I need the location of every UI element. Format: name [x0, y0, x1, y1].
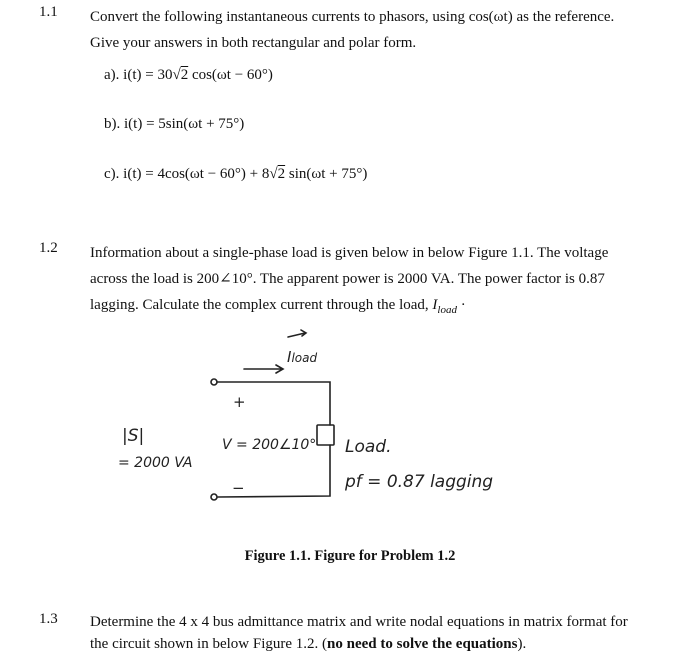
part-c-part1: i(t) = 4cos(ωt − 60°) + 8 [123, 166, 270, 182]
fig-pf-label: pf = 0.87 lagging [345, 472, 494, 492]
problem-1-1-line1: Convert the following instantaneous currents to phasors, using cos(ωt) as the reference. [90, 9, 615, 25]
fig-load-label: Load. [345, 437, 392, 457]
fig-v-label: V = 200∠10° [222, 437, 317, 453]
load-box [317, 425, 334, 445]
part-c-sqrt: 2 [277, 166, 286, 182]
part-a-lhs: i(t) = 30 [123, 67, 173, 83]
line2-post: ). [517, 636, 527, 652]
bottom-terminal [211, 494, 217, 500]
problem-number-1-1: 1.1 [39, 4, 58, 20]
problem-1-3-text [90, 611, 680, 655]
fig-minus: − [232, 479, 245, 497]
line3-end: · [460, 297, 466, 313]
problem-1-2-line2: across the load is 200∠10°. The apparent power is 2000 VA. The power factor is 0.87 [90, 271, 605, 287]
top-terminal [211, 379, 217, 385]
current-symbol: I [432, 297, 438, 313]
problem-1-2-line1: Information about a single-phase load is given below in below Figure 1.1. The voltage [90, 245, 609, 261]
problem-1-3-line2 [90, 633, 680, 655]
part-c-part2: sin(ωt + 75°) [288, 166, 368, 182]
current-subscript: load [437, 304, 457, 316]
problem-number-1-2: 1.2 [39, 240, 58, 256]
part-c-label: c). [104, 166, 120, 182]
part-c-radical: √ [269, 166, 278, 182]
problem-number-1-3: 1.3 [39, 611, 58, 627]
problem-1-3-line1: Determine the 4 x 4 bus admittance matrix and write nodal equations in matrix format for [90, 614, 628, 630]
fig-plus: + [233, 393, 246, 411]
fig-i-load: Iload [287, 348, 318, 366]
fig-s-value: = 2000 VA [118, 455, 193, 471]
line2-bold: no need to solve the equations [327, 636, 518, 652]
part-a-radical: √ [172, 67, 181, 83]
current-arrow [244, 365, 283, 373]
part-a-label: a). [104, 67, 120, 83]
problem-1-2-line3-text: lagging. Calculate the complex current through the load, [90, 297, 429, 313]
figure-caption: Figure 1.1. Figure for Problem 1.2 [244, 548, 456, 564]
problem-1-1-line2: Give your answers in both rectangular and polar form. [90, 35, 417, 51]
part-a-sqrt: 2 [180, 67, 189, 83]
part-b-expr: i(t) = 5sin(ωt + 75°) [124, 116, 245, 132]
vector-arrow-icon [288, 330, 306, 337]
fig-s-label: |S| [122, 426, 145, 446]
part-a-rhs: cos(ωt − 60°) [191, 67, 273, 83]
part-b-label: b). [104, 116, 121, 132]
line2-pre: the circuit shown in below Figure 1.2. ( [90, 636, 328, 652]
